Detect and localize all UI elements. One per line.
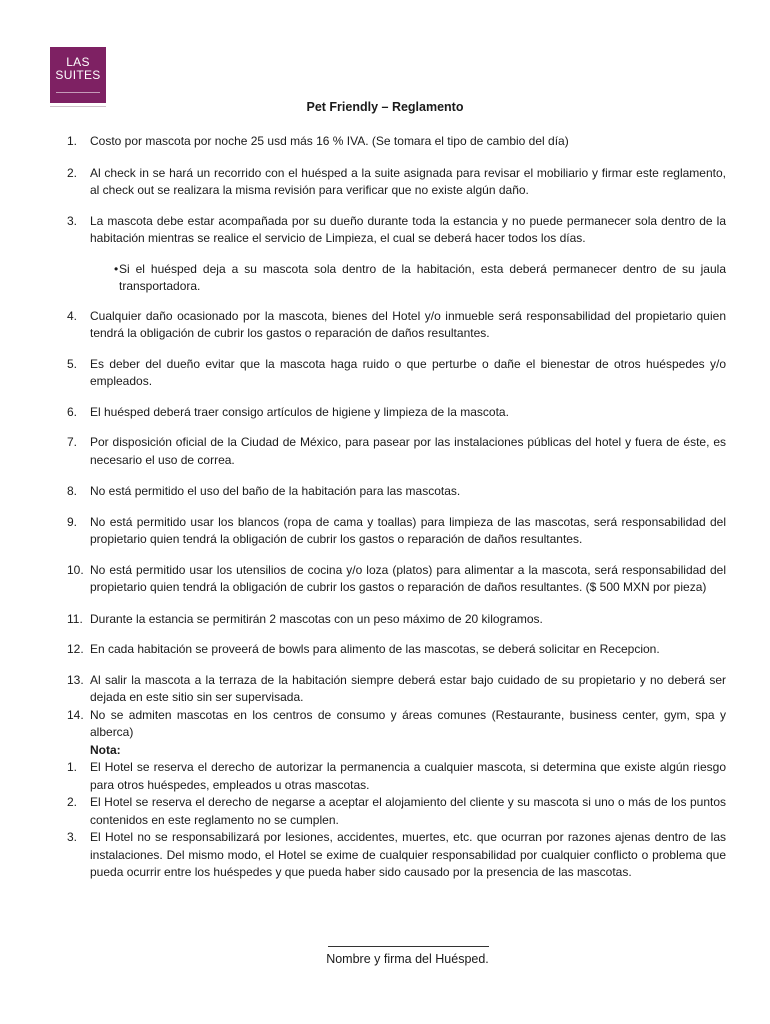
rule-2: 2. Al check in se hará un recorrido con el huésped a la suite asignada para revisar el mobiliario y firmar este reglamento, al check out se realizara la misma revisión para verificar que no existe algún daño. <box>67 165 726 197</box>
logo-divider <box>56 92 100 93</box>
rule-3-bullet: • Si el huésped deja a su mascota sola dentro de la habitación, esta deberá permanecer dentro de su jaula transportadora. <box>114 261 726 293</box>
logo-line-1: LAS <box>66 55 90 69</box>
note-3: 3. El Hotel no se responsabilizará por lesiones, accidentes, muertes, etc. que ocurran por razones ajenas dentro de las instalaciones. Del mismo modo, el Hotel se exime de cualquier responsabilidad por cualquier conflicto o problema que pueda ocurrir entre los huéspedes y que pueda haber sido causado por la presencia de las mascotas. <box>67 830 726 879</box>
hotel-logo <box>50 47 106 103</box>
rule-9: 9. No está permitido usar los blancos (ropa de cama y toallas) para limpieza de las mascotas, será responsabilidad del propietario quien tendrá la obligación de cubrir los gastos o reparación de daños resultantes. <box>67 514 726 546</box>
rule-11: 11. Durante la estancia se permitirán 2 mascotas con un peso máximo de 20 kilogramos. <box>67 611 543 626</box>
rule-7: 7. Por disposición oficial de la Ciudad de México, para pasear por las instalaciones públicas del hotel y fuera de éste, es necesario el uso de correa. <box>67 435 726 467</box>
rule-5: 5. Es deber del dueño evitar que la mascota haga ruido o que perturbe o dañe el bienestar de otros huéspedes y/o empleados. <box>67 356 726 388</box>
logo-line-2: SUITES <box>55 68 101 82</box>
rule-1: 1. Costo por mascota por noche 25 usd más 16 % IVA. (Se tomara el tipo de cambio del día) <box>67 134 569 148</box>
signature-line <box>328 946 489 947</box>
rule-10: 10. No está permitido usar los utensilios de cocina y/o loza (platos) para alimentar a la mascota, será responsabilidad del propietario quien tendrá la obligación de cubrir los gastos o reparación de daños resultantes. ($ 500 MXN por pieza) <box>67 562 726 594</box>
rule-12: 12. En cada habitación se proveerá de bowls para alimento de las mascotas, se deberá solicitar en Recepcion. <box>67 642 660 656</box>
note-2: 2. El Hotel se reserva el derecho de negarse a aceptar el alojamiento del cliente y su mascota si uno o más de los puntos contenidos en este reglamento no se cumplen. <box>67 795 726 827</box>
note-1: 1. El Hotel se reserva el derecho de autorizar la permanencia a cualquier mascota, si determina que existe algún riesgo para otros huéspedes, empleados u otras mascotas. <box>67 760 726 792</box>
rule-8: 8. No está permitido el uso del baño de la habitación para las mascotas. <box>67 484 461 498</box>
bullet-icon: • <box>114 261 119 276</box>
rule-14: 14. No se admiten mascotas en los centros de consumo y áreas comunes (Restaurante, business center, gym, spa y alberca) <box>67 707 726 739</box>
rule-4: 4. Cualquier daño ocasionado por la mascota, bienes del Hotel y/o inmueble será responsabilidad del propietario quien tendrá la obligación de cubrir los gastos o reparación de daños resultantes. <box>67 308 726 340</box>
rules-body <box>67 133 726 882</box>
rule-6: 6. El huésped deberá traer consigo artículos de higiene y limpieza de la mascota. <box>67 404 509 419</box>
nota-label: Nota: <box>90 742 121 757</box>
rule-3: 3. La mascota debe estar acompañada por su dueño durante toda la estancia y no puede permanecer sola dentro de la habitación mientras se realice el servicio de Limpieza, el cual se deberá hacer todos los días. <box>67 213 726 245</box>
signature-label: Nombre y firma del Huésped. <box>326 952 489 966</box>
document-title: Pet Friendly – Reglamento <box>306 100 464 114</box>
rule-13: 13. Al salir la mascota a la terraza de la habitación siempre deberá estar bajo cuidado de su propietario y no deberá ser dejada en este sitio sin ser supervisada. <box>67 672 726 704</box>
